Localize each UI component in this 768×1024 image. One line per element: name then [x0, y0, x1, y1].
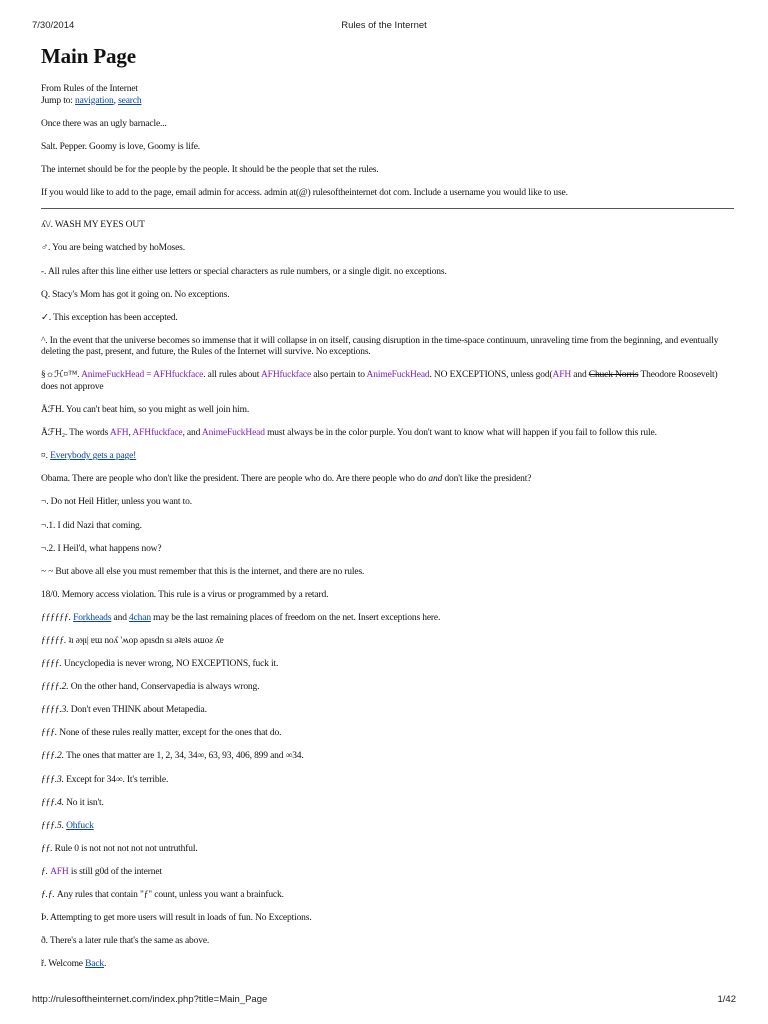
rule-text: Any rules that contain "ƒ" count, unless you want a brainfuck. [56, 890, 284, 900]
rule-item [41, 959, 734, 971]
print-url: http://rulesoftheinternet.com/index.php?title=Main_Page [32, 994, 268, 1005]
from-line: From Rules of the Internet [41, 84, 138, 94]
rule-prefix: ƒƒƒ. [41, 728, 60, 739]
rule-prefix: ¤. [41, 451, 51, 462]
rule-item: ¬. Do not Heil Hitler, unless you want to. [41, 497, 192, 508]
rule-prefix: ƒƒƒƒ. [41, 659, 64, 670]
jump-to-line [41, 96, 734, 108]
article-content [41, 40, 734, 982]
rule-item: Q. Stacy's Mom has got it going on. No exceptions. [41, 289, 230, 300]
rule-item: ✓. This exception has been accepted. [41, 312, 178, 323]
purple-text: AnimeFuckHead = AFHfuckface [81, 370, 204, 381]
intro-paragraph: Once there was an ugly barnacle... [41, 119, 167, 129]
rule-text: ʇı ǝʞı| ɐɯ noʎ 'ʍop ǝpısdn sı ǝʇɐʇs ǝɯoƨ ʎɐ [68, 635, 224, 646]
rule-item: ð. There's a later rule that's the same as above. [41, 936, 210, 947]
rule-text: Theodore Roosevelt) does not approve [41, 370, 718, 392]
rule-item [41, 428, 734, 440]
rule-item: ~ ~ But above all else you must remember that this is the internet, and there are no rules. [41, 566, 365, 577]
rule-prefix: ƒ.ƒ. [41, 890, 57, 900]
rule-prefix: ƒƒƒ.2. [41, 751, 67, 762]
rule-text: also pertain to [311, 370, 367, 381]
rule-item [41, 844, 734, 856]
rule-text: and [571, 370, 589, 381]
rule-prefix: ƒƒƒƒ.2. [41, 682, 71, 693]
rule-text: is still g0d of the internet [68, 866, 162, 877]
rule-item [41, 728, 734, 740]
rule-prefix: §☼ℋ¤™. [41, 370, 82, 381]
page-counter: 1/42 [717, 994, 736, 1005]
rule-text: don't like the president? [442, 474, 532, 485]
rule-item [41, 636, 734, 648]
rule-text: Obama. There are people who don't like the president. There are people who do. Are there people who do [41, 474, 429, 485]
search-link[interactable]: search [118, 95, 142, 106]
divider [41, 208, 734, 209]
rule-prefix: ƒƒƒ.4. [41, 797, 67, 808]
rule-item [41, 751, 734, 763]
page-title: Main Page [41, 44, 136, 68]
rule-item [41, 775, 734, 787]
rule-text: . NO EXCEPTIONS, unless god( [429, 370, 553, 381]
rule-item: ^. In the event that the universe becomes so immense that it will collapse in on itself, causing disruption in the time-space continuum, unraveling time from the beginning, and eventually deleting the past, present, and future, the Rules of the Internet will survive. No exceptions. [41, 335, 719, 358]
rule-text: and [111, 612, 130, 623]
rule-text: . all rules about [203, 370, 261, 381]
4chan-link[interactable]: 4chan [129, 612, 151, 623]
rule-item: ʎ\/. WASH MY EYES OUT [41, 220, 145, 231]
jump-separator: , [113, 95, 119, 106]
purple-text: AFH [50, 866, 69, 877]
purple-text: AnimeFuckHead [201, 428, 265, 439]
rule-item [41, 659, 734, 671]
print-title: Rules of the Internet [341, 20, 427, 31]
rule-item [41, 613, 734, 625]
rule-item: ♂. You are being watched by hoMoses. [41, 243, 185, 254]
rule-item [41, 798, 734, 810]
rule-prefix: ƒƒƒƒƒƒ. [41, 612, 74, 623]
rule-item [41, 821, 734, 833]
purple-text: AFH [109, 428, 129, 439]
rule-item [41, 451, 734, 463]
rule-text: Except for 34∞. It's terrible. [66, 774, 169, 785]
purple-text: AnimeFuckHead [366, 370, 430, 381]
purple-text: AFHfuckface [260, 370, 312, 381]
intro-paragraph: Salt. Pepper. Goomy is love, Goomy is life. [41, 142, 200, 153]
intro-paragraph: If you would like to add to the page, email admin for access. admin at(@) rulesoftheinternet dot com. Include a username you would like to use. [41, 188, 568, 199]
rule-text: The ones that matter are 1, 2, 34, 34∞, 63, 93, 406, 899 and ∞34. [66, 751, 304, 762]
rule-prefix: ƒ. [41, 866, 51, 877]
rule-item [41, 682, 734, 694]
print-date: 7/30/2014 [32, 20, 75, 31]
rule-item: ÅℱH. You can't beat him, so you might as well join him. [41, 405, 250, 416]
rule-text: None of these rules really matter, except for the ones that do. [59, 728, 282, 739]
rule-item [41, 890, 734, 902]
rule-text: Uncyclopedia is never wrong, NO EXCEPTIONS, fuck it. [63, 659, 279, 670]
everybody-page-link[interactable]: Everybody gets a page! [50, 451, 137, 462]
rule-item: Þ. Attempting to get more users will result in loads of fun. No Exceptions. [41, 913, 312, 924]
rule-text: . [104, 959, 107, 970]
forkheads-link[interactable]: Forkheads [73, 612, 112, 623]
jump-to-label: Jump to: [41, 95, 76, 106]
rule-prefix: ƒƒƒ.5. [41, 820, 67, 831]
rule-text: On the other hand, Conservapedia is always wrong. [70, 682, 260, 693]
rule-text: Don't even THINK about Metapedia. [70, 705, 207, 716]
rule-prefix: ÅℱH₂. The words [41, 428, 110, 439]
rule-prefix: ƒƒƒƒƒ. [41, 635, 69, 646]
rule-item: 18/0. Memory access violation. This rule is a virus or programmed by a retard. [41, 589, 329, 600]
print-footer [32, 994, 736, 1006]
rule-item [41, 867, 734, 879]
rule-text: ř. Welcome [41, 959, 86, 970]
rule-item: -. All rules after this line either use letters or special characters as rule numbers, or a single digit. no exceptions. [41, 266, 447, 277]
rule-item: ¬.2. I Heil'd, what happens now? [41, 543, 162, 554]
rule-text: may be the last remaining places of freedom on the net. Insert exceptions here. [150, 612, 441, 623]
purple-text: AFH [552, 370, 572, 381]
rule-prefix: ƒƒƒ.3. [41, 774, 67, 785]
rule-prefix: ƒƒƒƒ.3. [41, 705, 71, 716]
italic-text: and [428, 474, 443, 485]
print-header [32, 20, 736, 32]
navigation-link[interactable]: navigation [75, 95, 114, 106]
intro-paragraph: The internet should be for the people by the people. It should be the people that set the rules. [41, 165, 379, 176]
rule-text: Rule 0 is not not not not not untruthful. [54, 843, 198, 854]
rule-text: No it isn't. [66, 797, 104, 808]
rule-item [41, 705, 734, 717]
struck-text: Chuck Norris [588, 370, 639, 381]
rule-item: ¬.1. I did Nazi that coming. [41, 520, 142, 531]
purple-text: AFHfuckface [132, 428, 183, 439]
rule-text: must always be in the color purple. You don't want to know what will happen if you fail to follow this rule. [264, 428, 657, 439]
rule-item [41, 474, 734, 486]
back-link[interactable]: Back [85, 959, 105, 970]
rule-text: , and [182, 428, 202, 439]
rule-text: , [128, 428, 133, 439]
rule-item [41, 370, 734, 393]
ohfuck-link[interactable]: Ohfuck [66, 820, 94, 831]
rule-prefix: ƒƒ. [41, 843, 55, 854]
